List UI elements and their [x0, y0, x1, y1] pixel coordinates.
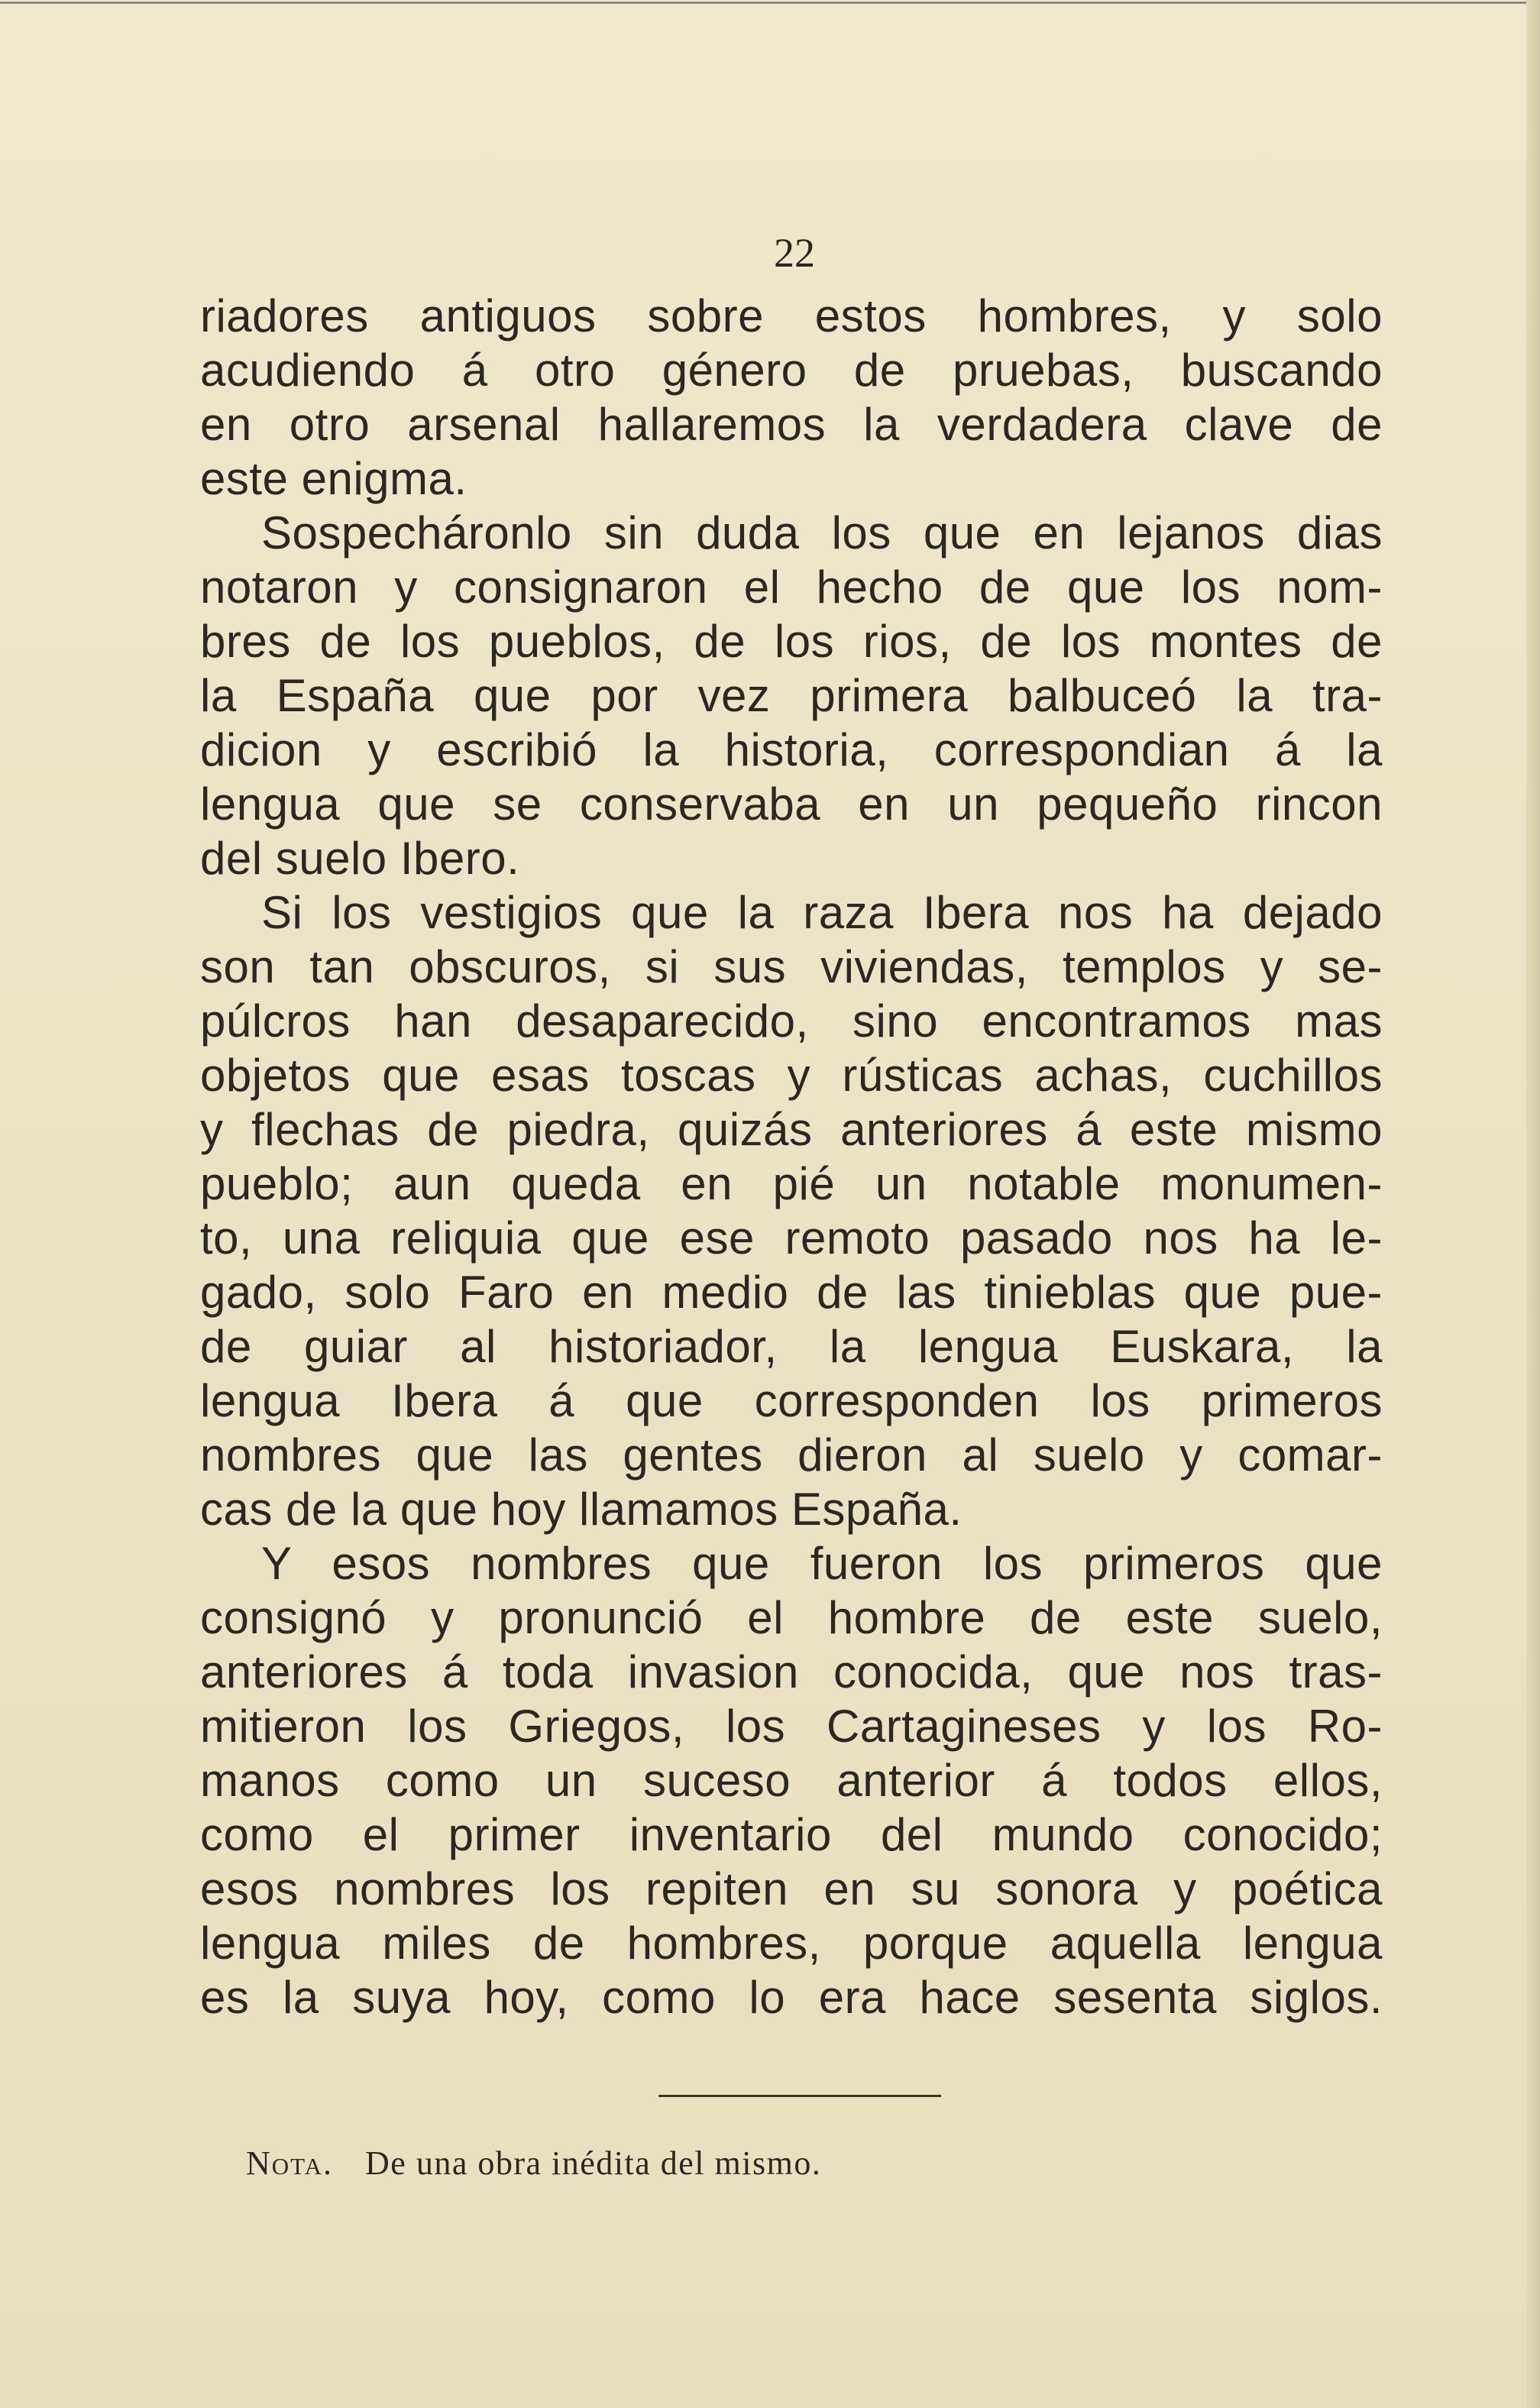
- footnote-separator: [658, 2095, 941, 2097]
- text-line: son tan obscuros, si sus viviendas, templos y se-: [200, 941, 1383, 992]
- footnote-text: De una obra inédita del mismo.: [365, 2144, 822, 2182]
- text-line: anteriores á toda invasion conocida, que nos tras-: [200, 1646, 1383, 1698]
- page-number: 22: [774, 230, 815, 276]
- page-top-edge: [0, 2, 1540, 4]
- text-line: acudiendo á otro género de pruebas, buscando: [200, 345, 1383, 396]
- text-line: notaron y consignaron el hecho de que los nom-: [200, 562, 1383, 613]
- text-line: consignó y pronunció el hombre de este suelo,: [200, 1592, 1383, 1643]
- text-line: pueblo; aun queda en pié un notable monumen-: [200, 1158, 1383, 1209]
- text-line: cas de la que hoy llamamos España.: [200, 1484, 962, 1535]
- footnote-label: Nota.: [246, 2144, 334, 2182]
- text-line: objetos que esas toscas y rústicas achas, cuchillos: [200, 1050, 1383, 1101]
- text-line: y flechas de piedra, quizás anteriores á este mismo: [200, 1104, 1383, 1155]
- text-line: es la suya hoy, como lo era hace sesenta siglos.: [200, 1972, 1383, 2023]
- text-line: lengua Ibera á que corresponden los primeros: [200, 1375, 1383, 1426]
- text-line: este enigma.: [200, 453, 467, 504]
- text-line: gado, solo Faro en medio de las tinieblas que pue-: [200, 1267, 1383, 1318]
- footnote: [246, 2144, 821, 2183]
- text-line: bres de los pueblos, de los rios, de los montes de: [200, 616, 1383, 667]
- text-line: del suelo Ibero.: [200, 833, 520, 884]
- text-line: Y esos nombres que fueron los primeros que: [261, 1538, 1383, 1589]
- text-line: manos como un suceso anterior á todos ellos,: [200, 1755, 1383, 1806]
- body-text: [200, 289, 1383, 2024]
- text-line: mitieron los Griegos, los Cartagineses y los Ro-: [200, 1701, 1383, 1752]
- text-line: lengua que se conservaba en un pequeño rincon: [200, 778, 1383, 830]
- text-line: dicion y escribió la historia, correspondian á la: [200, 724, 1383, 775]
- text-line: como el primer inventario del mundo conocido;: [200, 1809, 1383, 1860]
- page-right-edge: [1526, 0, 1540, 2408]
- text-line: en otro arsenal hallaremos la verdadera clave de: [200, 399, 1383, 450]
- text-line: púlcros han desaparecido, sino encontramos mas: [200, 995, 1383, 1047]
- text-line: esos nombres los repiten en su sonora y poética: [200, 1863, 1383, 1914]
- text-line: to, una reliquia que ese remoto pasado nos ha le-: [200, 1212, 1383, 1264]
- text-line: Si los vestigios que la raza Ibera nos ha dejado: [261, 887, 1383, 938]
- text-line: la España que por vez primera balbuceó la tra-: [200, 670, 1383, 721]
- text-line: de guiar al historiador, la lengua Euskara, la: [200, 1321, 1383, 1372]
- text-line: nombres que las gentes dieron al suelo y comar-: [200, 1429, 1383, 1481]
- text-line: lengua miles de hombres, porque aquella lengua: [200, 1918, 1383, 1969]
- text-line: riadores antiguos sobre estos hombres, y solo: [200, 290, 1383, 341]
- text-line: Sospecháronlo sin duda los que en lejanos dias: [261, 507, 1383, 558]
